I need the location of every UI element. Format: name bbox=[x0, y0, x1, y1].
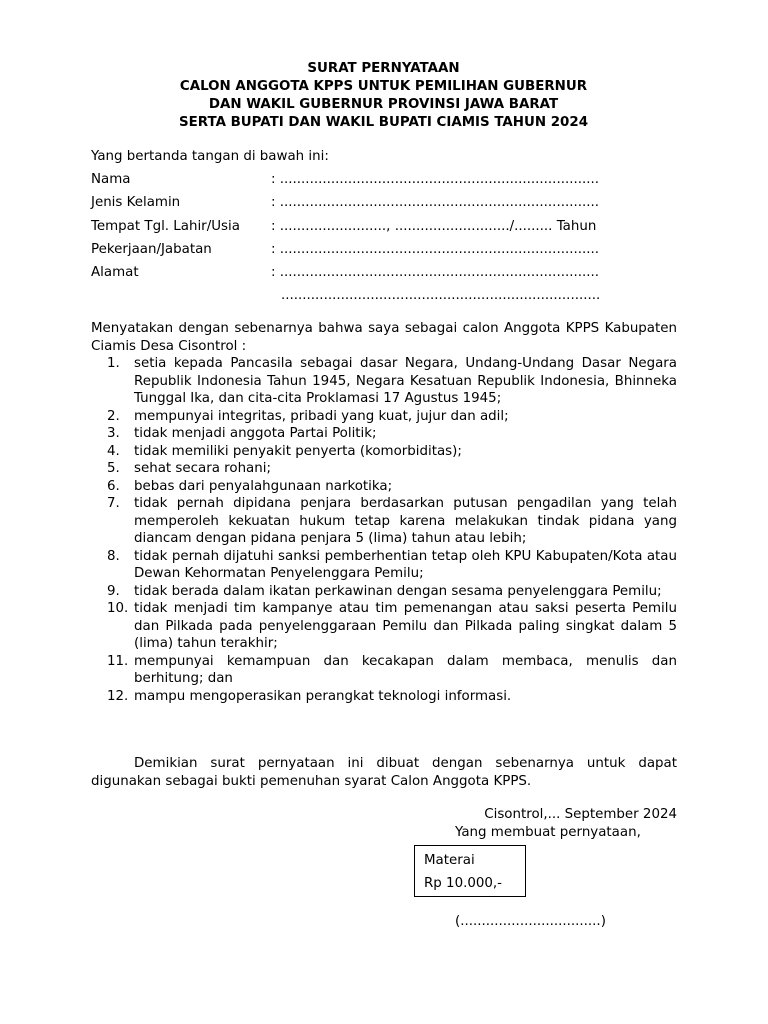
list-item-number: 2. bbox=[107, 408, 120, 424]
list-item-text: bebas dari penyalahgunaan narkotika; bbox=[134, 478, 393, 494]
list-item bbox=[91, 443, 677, 461]
field-blank-name: : ........................................................................... bbox=[271, 172, 600, 187]
list-item bbox=[91, 355, 677, 408]
field-label-name: Nama bbox=[91, 172, 131, 187]
list-item-text: tidak menjadi tim kampanye atau tim pemenangan atau saksi peserta Pemilu dan Pilkada pada penyelenggaraan Pemilu dan Pilkada paling singkat dalam 5 (lima) tahun terakhir; bbox=[134, 601, 677, 651]
place-and-date: Cisontrol,... September 2024 bbox=[484, 807, 677, 822]
list-item bbox=[91, 583, 677, 601]
identity-fields bbox=[91, 171, 681, 311]
list-item-text: mempunyai kemampuan dan kecakapan dalam membaca, menulis dan berhitung; dan bbox=[134, 653, 677, 686]
list-item-text: tidak pernah dipidana penjara berdasarkan putusan pengadilan yang telah memperoleh kekuatan hukum tetap karena melakukan tindak pidana yang diancam dengan pidana penjara 5 (lima) tahun atau lebih; bbox=[134, 496, 677, 546]
closing-paragraph: Demikian surat pernyataan ini dibuat dengan sebenarnya untuk dapat digunakan sebagai bukti pemenuhan syarat Calon Anggota KPPS. bbox=[91, 756, 677, 789]
list-item-number: 8. bbox=[107, 548, 120, 564]
list-item bbox=[91, 408, 677, 426]
stamp-label: Materai bbox=[424, 853, 475, 868]
list-item bbox=[91, 653, 677, 688]
list-item-text: sehat secara rohani; bbox=[134, 461, 271, 476]
list-item-text: mempunyai integritas, pribadi yang kuat, jujur dan adil; bbox=[134, 408, 509, 424]
list-item-number: 1. bbox=[107, 356, 120, 371]
list-item-text: tidak memiliki penyakit penyerta (komorbiditas); bbox=[134, 443, 462, 459]
list-item-number: 5. bbox=[107, 461, 120, 476]
list-item bbox=[91, 688, 677, 706]
list-item-number: 12. bbox=[107, 688, 129, 704]
signer-label: Yang membuat pernyataan, bbox=[455, 825, 641, 840]
field-row-address bbox=[91, 264, 681, 287]
list-item-number: 3. bbox=[107, 426, 120, 441]
statement-paragraph: Menyatakan dengan sebenarnya bahwa saya sebagai calon Anggota KPPS Kabupaten Ciamis Desa Cisontrol : bbox=[91, 321, 677, 354]
list-item bbox=[91, 425, 677, 443]
list-item-number: 7. bbox=[107, 496, 120, 511]
list-item bbox=[91, 495, 677, 548]
field-blank-birth: : ........................., .........................../......... Tahun bbox=[271, 218, 597, 234]
list-item-number: 6. bbox=[107, 478, 120, 494]
field-label-address: Alamat bbox=[91, 265, 139, 281]
field-label-occupation: Pekerjaan/Jabatan bbox=[91, 241, 212, 257]
field-label-birth: Tempat Tgl. Lahir/Usia bbox=[91, 218, 240, 234]
list-item bbox=[91, 460, 677, 478]
field-row-occupation bbox=[91, 241, 681, 264]
requirements-list bbox=[91, 355, 677, 705]
list-item-text: tidak pernah dijatuhi sanksi pemberhentian tetap oleh KPU Kabupaten/Kota atau Dewan Kehormatan Penyelenggara Pemilu; bbox=[134, 548, 677, 581]
title-line-3: DAN WAKIL GUBERNUR PROVINSI JAWA BARAT bbox=[208, 97, 559, 112]
list-item-text: tidak menjadi anggota Partai Politik; bbox=[134, 426, 377, 441]
field-blank-address-continued: ........................................................................... bbox=[281, 288, 601, 304]
title-line-4: SERTA BUPATI DAN WAKIL BUPATI CIAMIS TAHUN 2024 bbox=[178, 115, 589, 130]
list-item-number: 9. bbox=[107, 583, 120, 599]
list-item-text: setia kepada Pancasila sebagai dasar Negara, Undang-Undang Dasar Negara Republik Indonesia Tahun 1945, Negara Kesatuan Republik Indonesia, Bhinneka Tunggal Ika, dan cita-cita Proklamasi 17 Agustus 1945; bbox=[134, 356, 677, 406]
list-item-text: tidak berada dalam ikatan perkawinan dengan sesama penyelenggara Pemilu; bbox=[134, 583, 662, 599]
list-item-number: 10. bbox=[107, 601, 129, 616]
field-row-gender bbox=[91, 194, 681, 217]
field-row-address-continued bbox=[91, 287, 681, 310]
document-title bbox=[90, 60, 677, 132]
intro-text: Yang bertanda tangan di bawah ini: bbox=[91, 149, 329, 164]
list-item-number: 11. bbox=[107, 653, 129, 669]
list-item bbox=[91, 478, 677, 496]
field-row-name bbox=[91, 171, 681, 194]
field-blank-occupation: : ........................................................................... bbox=[271, 241, 600, 257]
field-blank-gender: : ........................................................................... bbox=[271, 195, 600, 211]
field-label-gender: Jenis Kelamin bbox=[91, 195, 181, 211]
stamp-value: Rp 10.000,- bbox=[424, 876, 503, 891]
list-item-number: 4. bbox=[107, 443, 120, 459]
signature-blank: (.................................) bbox=[455, 914, 606, 929]
list-item bbox=[91, 548, 677, 583]
title-line-2: CALON ANGGOTA KPPS UNTUK PEMILIHAN GUBERNUR bbox=[179, 79, 588, 94]
list-item bbox=[91, 600, 677, 653]
title-line-1: SURAT PERNYATAAN bbox=[307, 61, 460, 76]
duty-stamp-box bbox=[414, 845, 526, 897]
field-row-birth bbox=[91, 218, 681, 241]
field-blank-address: : ........................................................................... bbox=[271, 265, 600, 281]
list-item-text: mampu mengoperasikan perangkat teknologi informasi. bbox=[134, 688, 512, 704]
